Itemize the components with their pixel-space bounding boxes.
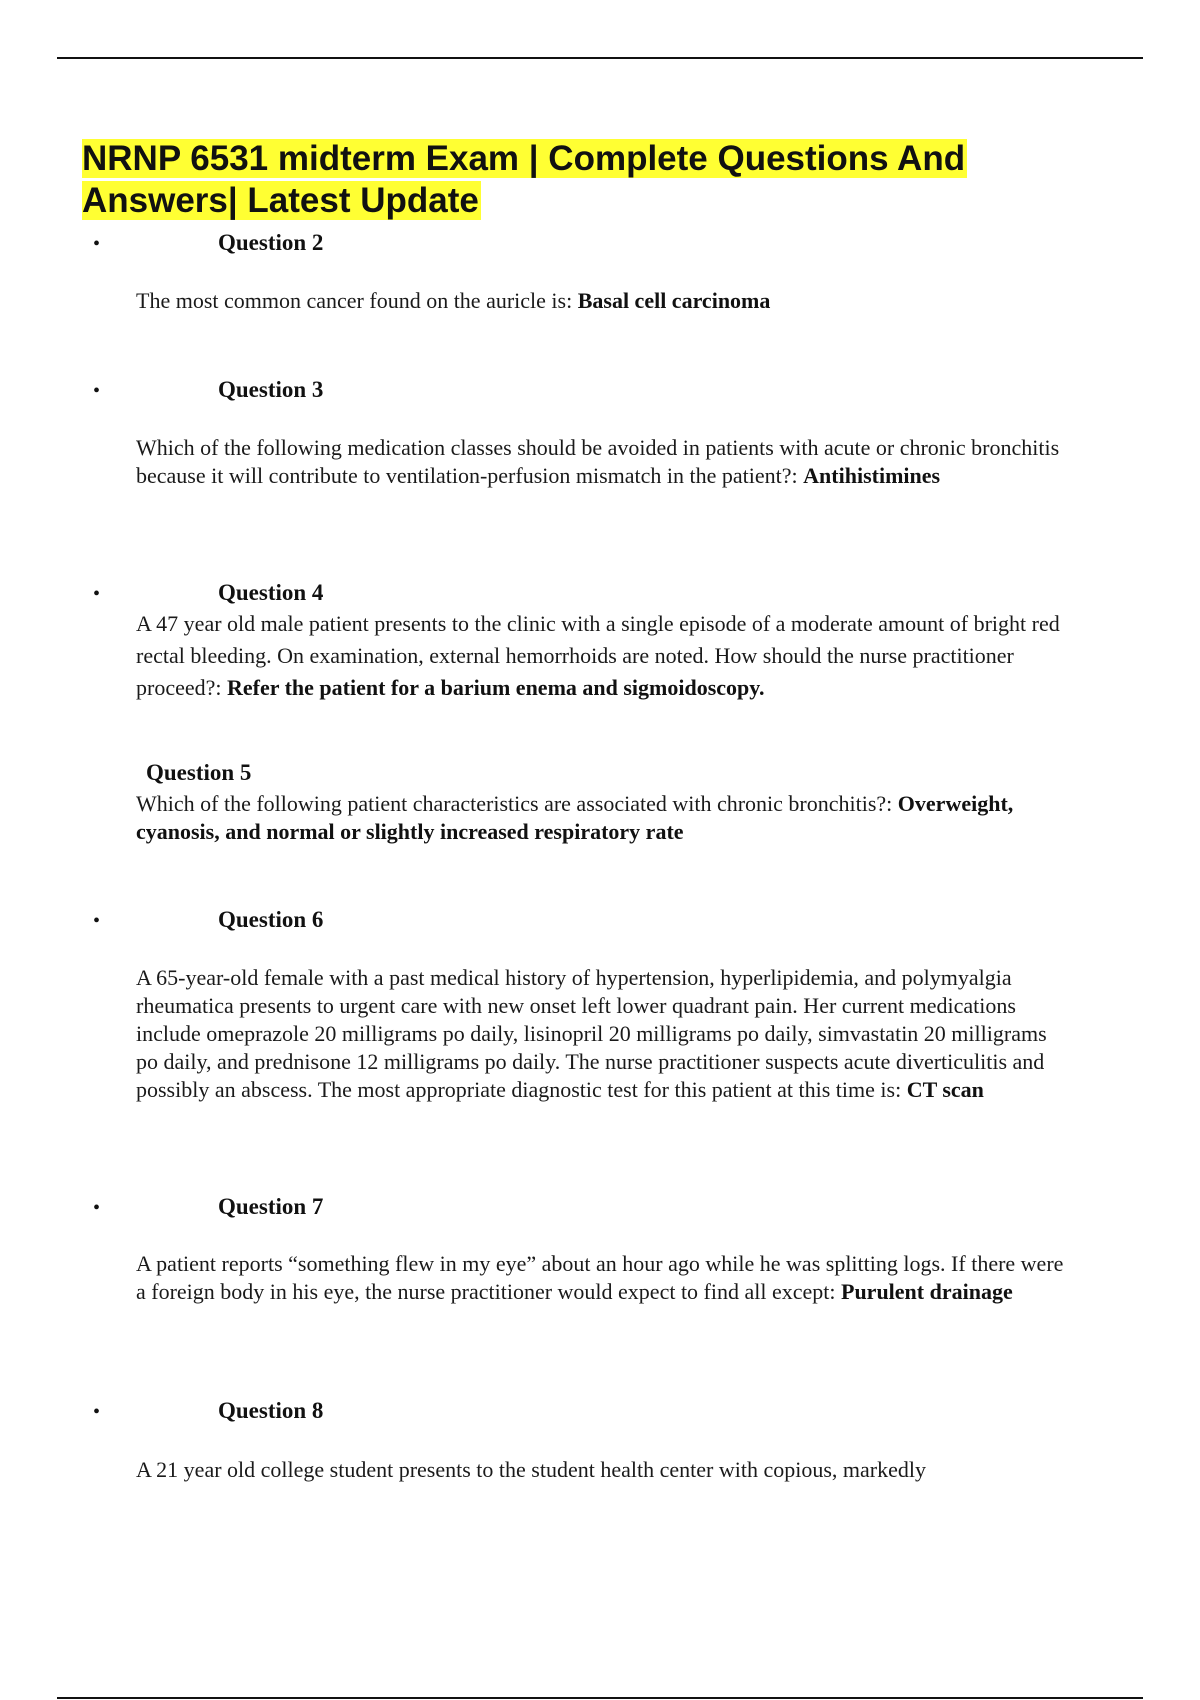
question-6-text: A 65-year-old female with a past medical history of hypertension, hyperlipidemia, and polymyalgia rheumatica presents to urgent care with new onset left lower quadrant pain. Her current medications include omeprazole 20 milligrams po daily, lisinopril 20 milligrams po daily, simvastatin 20 milligrams po daily, and prednisone 12 milligrams po daily. The nurse practitioner suspects acute diverticulitis and possibly an abscess. The most appropriate diagnostic test for this patient at this time is: CT scan — [136, 965, 1047, 1102]
question-6-answer: CT scan — [906, 1077, 984, 1102]
question-2-text: The most common cancer found on the auricle is: Basal cell carcinoma — [136, 288, 771, 313]
question-8-text: A 21 year old college student presents to the student health center with copious, markedly — [136, 1457, 926, 1482]
question-5-label: Question 5 — [146, 760, 252, 785]
question-7-answer: Purulent drainage — [841, 1279, 1013, 1304]
document-title — [82, 138, 1142, 222]
title-line-2: Answers| Latest Update — [82, 181, 479, 220]
question-8-label: Question 8 — [218, 1398, 324, 1423]
question-7-label: Question 7 — [218, 1194, 324, 1219]
question-7-text: A patient reports “something flew in my eye” about an hour ago while he was splitting logs. If there were a foreign body in his eye, the nurse practitioner would expect to find all except: Purulent drainage — [136, 1251, 1064, 1304]
question-3-label: Question 3 — [218, 377, 324, 402]
bullet-q4: • — [93, 583, 101, 605]
question-3-answer: Antihistimines — [803, 463, 941, 488]
bullet-q2: • — [93, 233, 101, 255]
question-4-text: A 47 year old male patient presents to the clinic with a single episode of a moderate amount of bright red rectal bleeding. On examination, external hemorrhoids are noted. How should the nurse practitioner proceed?: Refer the patient for a barium enema and sigmoidoscopy. — [136, 611, 1060, 700]
question-4-answer: Refer the patient for a barium enema and sigmoidoscopy. — [227, 675, 765, 700]
question-2-answer: Basal cell carcinoma — [577, 288, 771, 313]
bottom-rule — [57, 1697, 1143, 1699]
question-5-answer: Overweight, cyanosis, and normal or slightly increased respiratory rate — [136, 791, 1014, 844]
question-2-label: Question 2 — [218, 230, 324, 255]
question-6-label: Question 6 — [218, 907, 324, 932]
bullet-q7: • — [93, 1197, 101, 1219]
question-5-text: Which of the following patient characteristics are associated with chronic bronchitis?: Overweight, cyanosis, and normal or slightly increased respiratory rate — [136, 791, 1014, 844]
bullet-q8: • — [93, 1401, 101, 1423]
bullet-q6: • — [93, 910, 101, 932]
top-rule — [57, 57, 1143, 59]
title-line-1: NRNP 6531 midterm Exam | Complete Questions And — [82, 139, 966, 178]
bullet-q3: • — [93, 380, 101, 402]
question-3-text: Which of the following medication classes should be avoided in patients with acute or chronic bronchitis because it will contribute to ventilation-perfusion mismatch in the patient?: Antihistimines — [136, 435, 1060, 488]
question-4-label: Question 4 — [218, 580, 324, 605]
